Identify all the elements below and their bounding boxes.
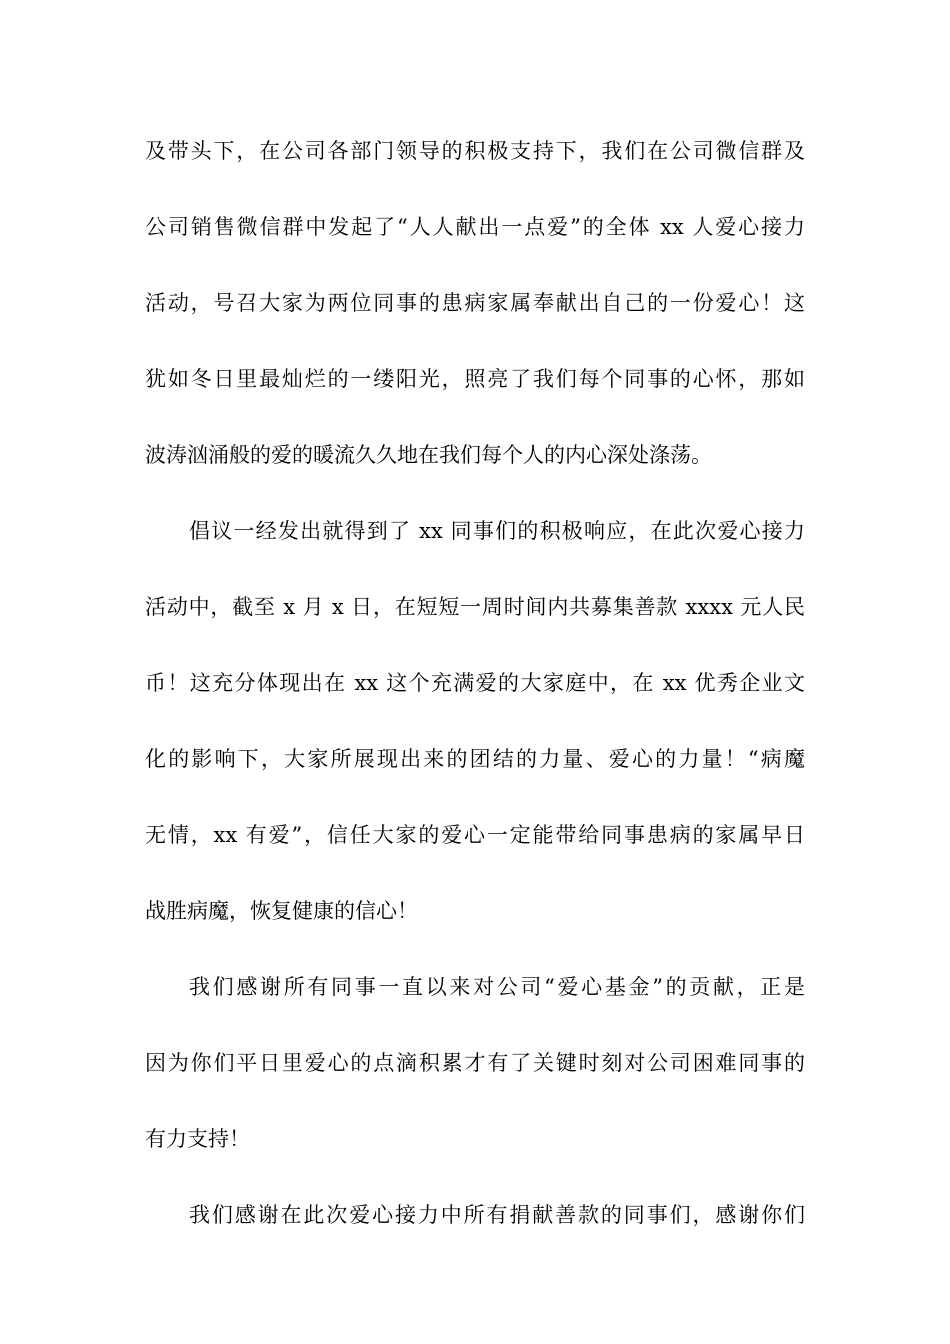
paragraph-2-line-6: 战胜病魔，恢复健康的信心！ [145,899,418,923]
paragraph-3-line-2: 因为你们平日里爱心的点滴积累才有了关键时刻对公司困难同事的 [145,1051,805,1075]
paragraph-2-line-2: 活动中，截至 x 月 x 日，在短短一周时间内共募集善款 xxxx 元人民 [145,595,805,619]
paragraph-2-line-3: 币！这充分体现出在 xx 这个充满爱的大家庭中，在 xx 优秀企业文 [145,671,805,695]
text-line-2: 公司销售微信群中发起了“人人献出一点爱”的全体 xx 人爱心接力 [145,215,805,239]
text-line-3: 活动，号召大家为两位同事的患病家属奉献出自己的一份爱心！这 [145,291,805,315]
text-line-1: 及带头下，在公司各部门领导的积极支持下，我们在公司微信群及 [145,139,805,163]
paragraph-4-line-1: 我们感谢在此次爱心接力中所有捐献善款的同事们，感谢你们 [189,1203,805,1227]
text-line-5: 波涛汹涌般的爱的暖流久久地在我们每个人的内心深处涤荡。 [145,443,712,467]
paragraph-2-line-1: 倡议一经发出就得到了 xx 同事们的积极响应，在此次爱心接力 [189,519,805,543]
paragraph-3-line-1: 我们感谢所有同事一直以来对公司“爱心基金”的贡献，正是 [189,975,805,999]
paragraph-3-line-3: 有力支持！ [145,1127,250,1151]
text-line-4: 犹如冬日里最灿烂的一缕阳光，照亮了我们每个同事的心怀，那如 [145,367,805,391]
paragraph-2-line-4: 化的影响下，大家所展现出来的团结的力量、爱心的力量！“病魔 [145,747,805,771]
paragraph-2-line-5: 无情，xx 有爱”，信任大家的爱心一定能带给同事患病的家属早日 [145,823,805,847]
